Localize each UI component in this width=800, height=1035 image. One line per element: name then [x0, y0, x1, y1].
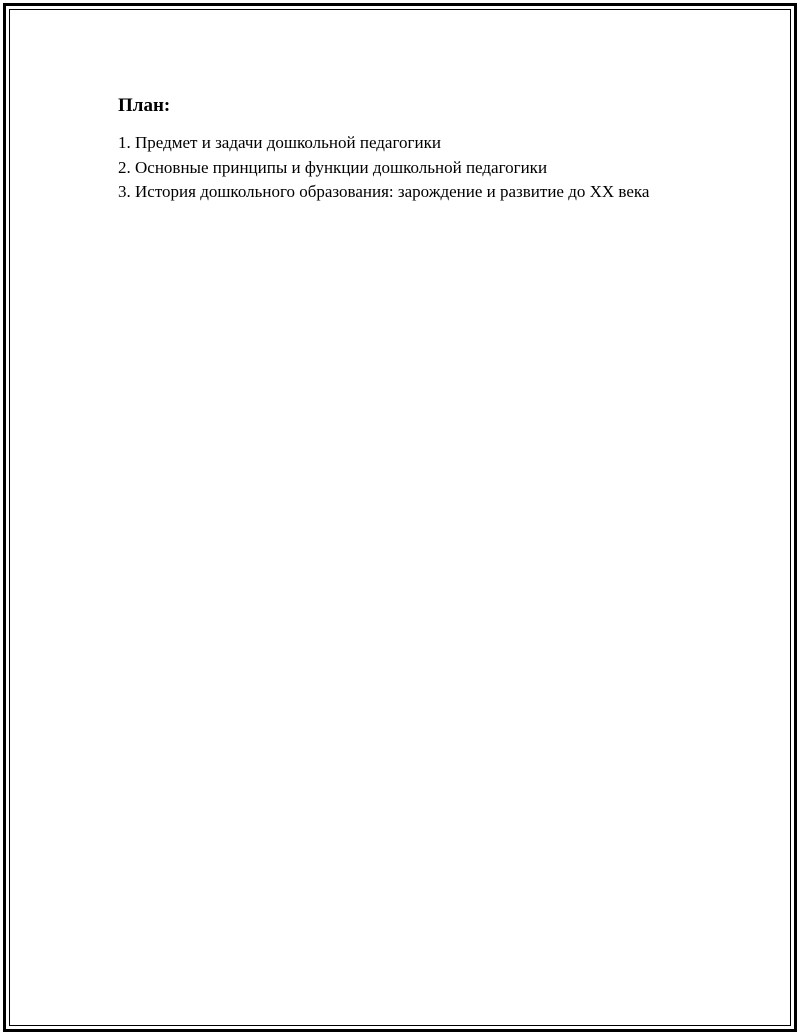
plan-heading: План:: [118, 95, 171, 116]
plan-item-3: 3. История дошкольного образования: зарождение и развитие до XX века: [118, 182, 650, 201]
page-content: [118, 93, 663, 205]
plan-item-1: 1. Предмет и задачи дошкольной педагогики: [118, 133, 441, 152]
plan-item-2: 2. Основные принципы и функции дошкольной педагогики: [118, 157, 548, 177]
plan-list: [118, 131, 663, 205]
